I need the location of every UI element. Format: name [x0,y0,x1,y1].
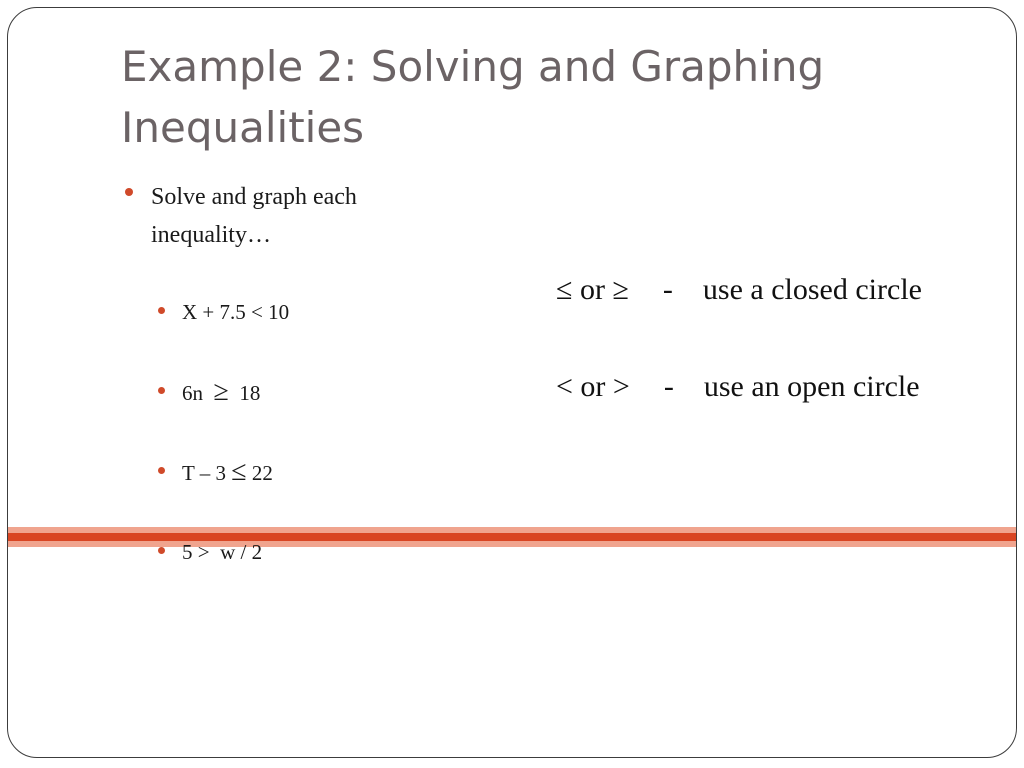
expr-left: T – 3 [182,461,226,485]
rule-dash: - [662,273,673,306]
sub-bullet-4 [158,537,418,567]
bullet-dot-icon [158,387,165,394]
bullet-dot-icon [125,188,133,196]
sub-bullet-text: X + 7.5 < 10 [182,300,290,324]
expr-right: 22 [251,461,273,485]
expr-left: 6n [182,381,203,405]
expr-symbol: ≤ [231,456,247,487]
rule-symbols: < or > [556,370,630,403]
bullet-main-text: Solve and graph each inequality… [151,184,357,248]
sub-bullet-text [182,377,260,408]
rule-dash: - [663,370,674,403]
sub-bullet-text: 5 > w / 2 [182,540,263,564]
bullet-dot-icon [158,547,165,554]
rule-description: use a closed circle [702,273,922,306]
expr-symbol: ≥ [213,376,229,407]
sub-bullet-2 [158,377,418,407]
bullet-dot-icon [158,467,165,474]
rule-description: use an open circle [703,370,920,403]
rule-symbols: ≤ or ≥ [556,273,629,306]
sub-bullet-text [182,457,273,488]
slide-title: Example 2: Solving and Graphing Inequalities [121,42,825,152]
rule-open-circle [556,367,920,407]
slide-frame [7,7,1017,758]
sub-bullet-3 [158,457,418,487]
sub-bullet-1 [158,297,418,327]
rule-closed-circle [556,270,922,310]
bullet-dot-icon [158,307,165,314]
expr-right: 18 [239,381,261,405]
